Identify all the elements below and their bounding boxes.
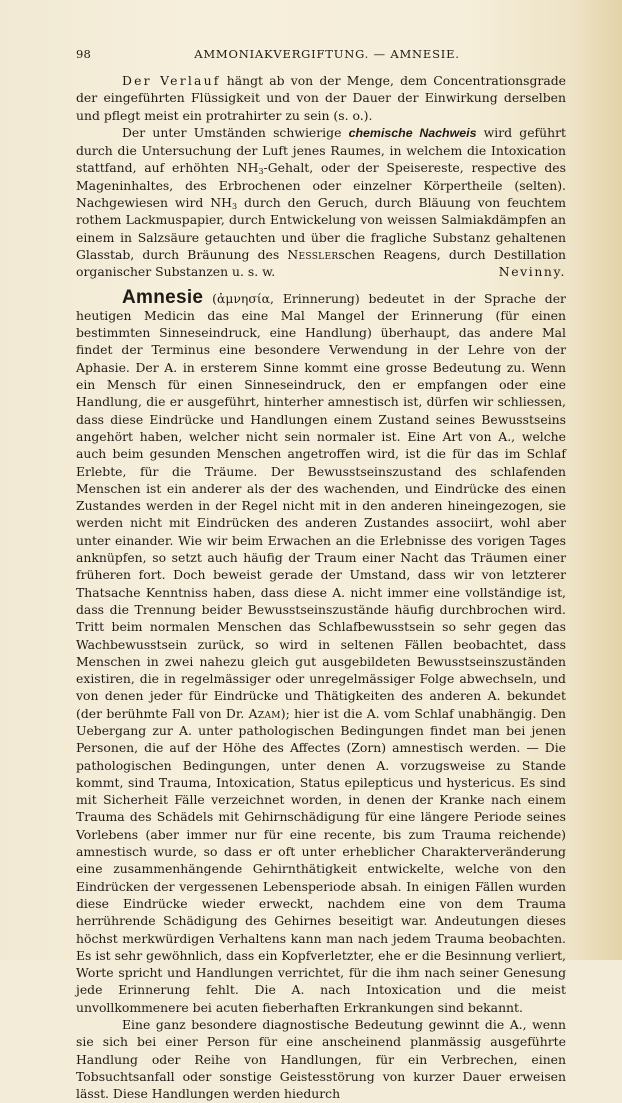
azam-name: Azam <box>248 705 281 721</box>
verlauf-text: hängt ab von der Menge, dem Concentrationsgrade der eingeführten Flüssigkeit und von der Dauer der Einwirkung derselben und pflegt meist ein protrahirter zu sein (s. o.). <box>76 73 566 123</box>
running-title: AMMONIAKVERGIFTUNG. — AMNESIE. <box>194 47 460 61</box>
diagnostik-text: Eine ganz besondere diagnostische Bedeutung gewinnt die A., wenn sie sich bei einer Person für eine anscheinend planmässig ausgeführte Handlung oder Reihe von Handlungen, für ein Verbrechen, einen Tobsuchtsanfall oder sonstige Geistesstörung von kurzer Dauer erweisen lässt. Diese Handlungen werden hiedurch <box>76 1017 566 1102</box>
amnesie-text-2: ); hier ist die A. vom Schlaf unabhängig. Den Uebergang zur A. unter pathologischen Bedingungen findet man bei jenen Personen, die auf der Höhe des Affectes (Zorn) amnestisch werden. — Die pathologischen Bedingungen, unter denen A. vorzugsweise zu Stande kommt, sind Trauma, Intoxication, Status epilepticus und hystericus. Es sind mit Sicherheit Fälle verzeichnet worden, in denen der Kranke nach einem Trauma des Schädels mit Gehirnschädigung für eine längere Periode seines Vorlebens (aber immer nur für eine recente, bis zum Trauma reichende) amnestisch wurde, so dass er oft unter erheblicher Charakterveränderung eine zusammenhängende Gehirnthätigkeit entwickelte, welche von den Eindrücken der vergessenen Lebensperiode absah. In einigen Fällen wurden diese Eindrücke wieder erweckt, nachdem eine von dem Trauma herrührende Schädigung des Gehirnes beseitigt war. Andeutungen dieses höchst merkwürdigen Verhaltens kann man nach jedem Trauma beobachten. Es ist sehr gewöhnlich, dass ein Kopfverletzter, ehe er die Besinnung verliert, Worte spricht und Handlungen verrichtet, für die ihm nach seiner Genesung jede Erinnerung fehlt. Die A. nach Intoxication und die meist unvollkommenere bei acuten fieberhaften Erkrankungen sind bekannt. <box>76 705 566 1015</box>
nachweis-text-3: -Gehalt, oder der Speisereste, respective des Mageninhaltes, des Erbrochenen oder einzelner Körpertheile (selten). Nachgewiesen wird NH <box>76 160 566 211</box>
verlauf-lead: Der Verlauf <box>122 73 221 88</box>
paragraph-nachweis <box>76 124 566 281</box>
nessler-name: Nessler <box>287 246 339 262</box>
nachweis-text-2: wird geführt durch die Untersuchung der Luft jenes Raumes, in welchem die Intoxication stattfand, auf erhöhten NH <box>76 124 566 176</box>
nachweis-text-5: schen Reagens, durch Destillation organischer Substanzen u. s. w. <box>76 246 567 280</box>
nachweis-text-4: durch den Geruch, durch Bläuung von feuchtem rothem Lackmuspapier, durch Entwickelung von weissen Salmiakdämpfen an einem in Salzsäure getauchten und über die fragliche Substanz gehaltenen Glasstab, durch Bräunung des <box>76 195 566 262</box>
nh3-subscript: 3 <box>258 167 264 177</box>
page-body <box>76 72 566 1103</box>
page-number: 98 <box>76 47 92 61</box>
paragraph-amnesie <box>76 286 566 1016</box>
nachweis-heading: chemische Nachweis <box>348 125 477 140</box>
nachweis-text-1: Der unter Umständen schwierige <box>122 124 349 140</box>
amnesie-text-1: (ἀμνησία, Erinnerung) bedeutet in der Sprache der heutigen Medicin das eine Mal Mangel der Erinnerung (für einen bestimmten Sinneseindruck, eine Handlung) überhaupt, das andere Mal findet der Terminus eine besondere Verwendung in der Lehre von der Aphasie. Der A. in ersterem Sinne kommt eine grosse Bedeutung zu. Wenn ein Mensch für einen Sinneseindruck, den er empfangen oder eine Handlung, die er ausgeführt, hinterher amnestisch ist, dürfen wir schliessen, dass diese Eindrücke und Handlungen einem Zustand seines Bewusstseins angehört haben, welcher nicht sein normaler ist. Eine Art von A., welche auch beim gesunden Menschen angetroffen wird, ist die für das im Schlaf Erlebte, für die Träume. Der Bewusstseinszustand des schlafenden Menschen ist ein anderer als der des wachenden, und Eindrücke des einen Zustandes werden in der Regel nicht mit in den anderen hineingezogen, sie werden nicht mit Eindrücken des anderen Zustandes associirt, wohl aber unter einander. Wie wir beim Erwachen an die Erlebnisse des vorigen Tages anknüpfen, so setzt auch häufig der Traum einer Nacht das Träumen einer früheren fort. Doch beweist gerade der Umstand, dass wir von letzterer Thatsache Kenntniss haben, dass diese A. nicht immer eine vollständige ist, dass die Trennung beider Bewusstseinszustände häufig durchbrochen wird. Tritt beim normalen Menschen das Schlafbewusstsein so sehr gegen das Wachbewusstsein zurück, so wird in seltenen Fällen beobachtet, dass Menschen in zwei nahezu gleich gut ausgebildeten Bewusstseinszuständen existiren, die in regelmässiger oder unregelmässiger Folge abwechseln, und von denen jeder für Eindrücke und Thätigkeiten des anderen A. bekundet (der berühmte Fall von Dr. <box>76 290 566 721</box>
paragraph-diagnostik <box>76 1016 566 1102</box>
author-signature: Nevinny. <box>498 264 566 280</box>
paragraph-verlauf <box>76 72 566 124</box>
entry-headword: Amnesie <box>122 286 204 308</box>
nh3-subscript: 3 <box>231 202 238 212</box>
